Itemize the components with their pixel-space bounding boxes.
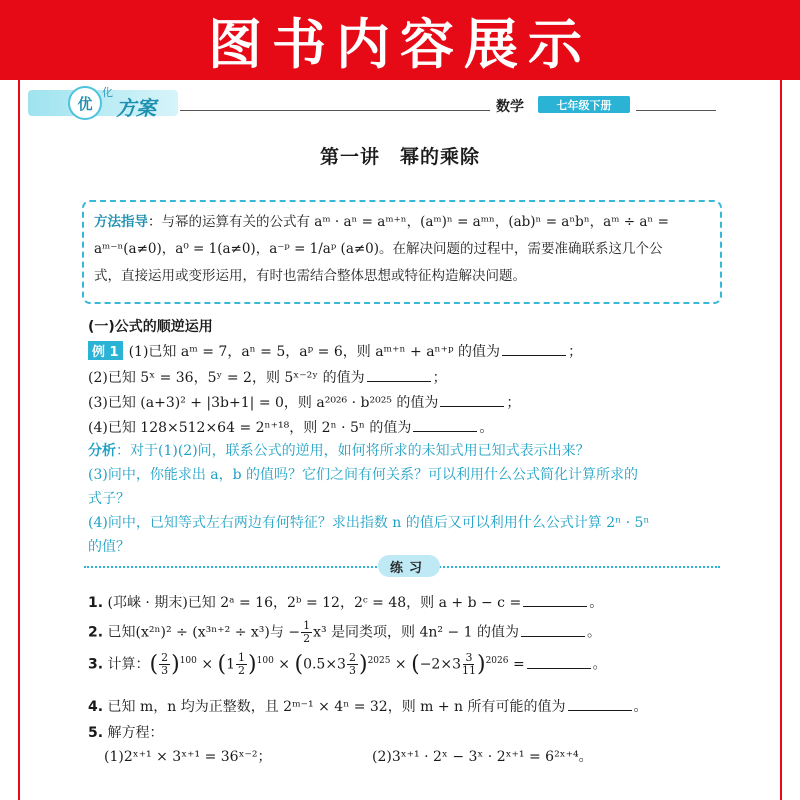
example-q3 (88, 392, 520, 412)
book-page (18, 80, 782, 800)
punct: ； (432, 370, 447, 386)
example-q1 (88, 341, 582, 361)
fraction-numerator: 1 (303, 619, 311, 632)
fraction-denominator: 11 (461, 664, 476, 677)
exponent: 2025 (367, 655, 391, 666)
answer-blank (413, 420, 477, 432)
practice-q1 (88, 592, 603, 612)
practice-q3 (88, 652, 607, 677)
method-line-3: 式，直接运用或变形运用，有时也需结合整体思想或特征构造解决问题。 (94, 268, 526, 284)
fraction-denominator: 3 (348, 664, 356, 677)
fraction-numerator: 2 (161, 651, 169, 664)
paren: ( (149, 652, 159, 677)
page-header (20, 84, 780, 124)
example-q2-text: (2)已知 5ˣ = 36，5ʸ = 2，则 5ˣ⁻²ʸ 的值为 (88, 370, 365, 386)
question-number: 2. (88, 624, 104, 641)
promo-banner (0, 0, 800, 80)
fraction-numerator: 2 (348, 651, 356, 664)
method-text-1: ：与幂的运算有关的公式有 aᵐ · aⁿ = aᵐ⁺ⁿ，(aᵐ)ⁿ = aᵐⁿ，(ab)ⁿ = aⁿbⁿ，aᵐ ÷ aⁿ = (148, 214, 669, 230)
fraction (236, 652, 247, 677)
example-q4 (88, 417, 493, 437)
paren: ( (411, 652, 420, 677)
answer-blank (521, 625, 585, 637)
paren: ) (248, 652, 257, 677)
analysis-line-3: 式子？ (88, 491, 130, 507)
exponent: 100 (179, 655, 197, 666)
answer-blank (568, 699, 632, 711)
punct: 。 (592, 656, 607, 673)
punct: ； (506, 395, 521, 411)
fraction-denominator: 3 (161, 664, 169, 677)
question-number: 1. (88, 595, 104, 611)
question-number: 5. (88, 725, 104, 741)
punct: 。 (633, 699, 648, 715)
fraction (462, 652, 476, 677)
fraction-numerator: 3 (465, 651, 473, 664)
fraction (301, 620, 312, 645)
paren: ) (358, 652, 368, 677)
question-number: 3. (88, 656, 104, 673)
practice-q4 (88, 696, 648, 716)
paren: ( (294, 652, 304, 677)
analysis-line-4: (4)问中，已知等式左右两边有何特征？求出指数 n 的值后又可以利用什么公式计算 2ⁿ · 5ⁿ (88, 515, 650, 531)
logo-small-text: 化 (102, 86, 113, 99)
header-subject: 数学 (496, 99, 524, 115)
practice-q5 (88, 722, 164, 742)
fraction (159, 652, 170, 677)
method-line-1 (94, 209, 710, 236)
example-q4-text: (4)已知 128×512×64 = 2ⁿ⁺¹⁸，则 2ⁿ · 5ⁿ 的值为 (88, 420, 412, 436)
times-sign: × (278, 656, 291, 673)
term: 0.5×3 (303, 656, 346, 673)
answer-blank (523, 595, 587, 607)
exponent: 2026 (485, 655, 509, 666)
punct: 。 (587, 624, 601, 641)
analysis-line-5: 的值？ (88, 539, 130, 555)
fraction (347, 652, 358, 677)
analysis-label: 分析 (88, 443, 116, 459)
fraction-denominator: 2 (238, 664, 246, 677)
punct: 。 (479, 420, 494, 436)
practice-q3-label: 计算： (107, 656, 150, 673)
logo-badge: 优 (68, 86, 102, 120)
times-sign: × (394, 656, 407, 673)
paren: ) (476, 652, 486, 677)
chapter-title: 第一讲 幂的乘除 (319, 146, 480, 168)
answer-blank (440, 395, 504, 407)
practice-q5-part2: (2)3ˣ⁺¹ · 2ˣ − 3ˣ · 2ˣ⁺¹ = 6²ˣ⁺⁴。 (372, 749, 593, 765)
method-guide-box (82, 200, 722, 304)
practice-q5-text: 解方程： (107, 725, 164, 741)
practice-q4-text: 已知 m，n 均为正整数，且 2ᵐ⁻¹ × 4ⁿ = 32，则 m + n 所有可能的值为 (107, 699, 566, 715)
practice-q2-text-a: 已知(x²ⁿ)² ÷ (x³ⁿ⁺² ÷ x³)与 − (107, 624, 301, 641)
practice-q2-text-b: x³ 是同类项，则 4n² − 1 的值为 (313, 624, 519, 641)
section-title: (一)公式的顺逆运用 (88, 319, 213, 335)
fraction-denominator: 2 (303, 632, 311, 645)
times-sign: × (201, 656, 214, 673)
punct: 。 (589, 595, 604, 611)
method-line-2: aᵐ⁻ⁿ(a≠0)，a⁰ = 1(a≠0)，a⁻ᵖ = 1/aᵖ (a≠0)。在解决问题的过程中，需要准确联系这几个公 (94, 241, 663, 257)
answer-blank (502, 344, 566, 356)
term: −2×3 (419, 656, 461, 673)
logo-text: 方案 (116, 96, 156, 120)
mixed-integer: 1 (226, 656, 236, 673)
answer-blank (527, 657, 591, 669)
paren: ( (217, 652, 227, 677)
banner-title: 图书内容展示 (208, 12, 592, 76)
paren: ) (171, 652, 180, 677)
practice-q2 (88, 620, 601, 645)
example-q2 (88, 367, 447, 387)
header-rule-left (180, 110, 490, 111)
example-q3-text: (3)已知 (a+3)² + |3b+1| = 0，则 a²⁰²⁶ · b²⁰²⁵ 的值为 (88, 395, 439, 411)
method-label: 方法指导 (94, 214, 148, 230)
practice-badge: 练习 (378, 555, 440, 577)
punct: ； (568, 344, 583, 360)
analysis-text-1: ：对于(1)(2)问，联系公式的逆用，如何将所求的未知式用已知式表示出来？ (116, 443, 590, 459)
answer-blank (367, 370, 431, 382)
analysis-line-1 (88, 440, 590, 460)
exponent: 100 (256, 655, 274, 666)
analysis-line-2: (3)问中，你能求出 a，b 的值吗？它们之间有何关系？可以利用什么公式简化计算所求的 (88, 467, 639, 483)
question-number: 4. (88, 699, 104, 715)
example-q1-text: (1)已知 aᵐ = 7，aⁿ = 5，aᵖ = 6，则 aᵐ⁺ⁿ + aⁿ⁺ᵖ 的值为 (128, 344, 501, 360)
equals-sign: = (512, 656, 525, 673)
header-rule-right (636, 110, 716, 111)
example-badge: 例 1 (88, 341, 123, 360)
fraction-numerator: 1 (238, 651, 246, 664)
practice-q1-text: (邛崃 · 期末)已知 2ᵃ = 16，2ᵇ = 12，2ᶜ = 48，则 a + b − c = (107, 595, 522, 611)
header-grade-tag: 七年级下册 (538, 96, 630, 113)
practice-q5-part1: (1)2ˣ⁺¹ × 3ˣ⁺¹ = 36ˣ⁻²； (104, 749, 272, 765)
